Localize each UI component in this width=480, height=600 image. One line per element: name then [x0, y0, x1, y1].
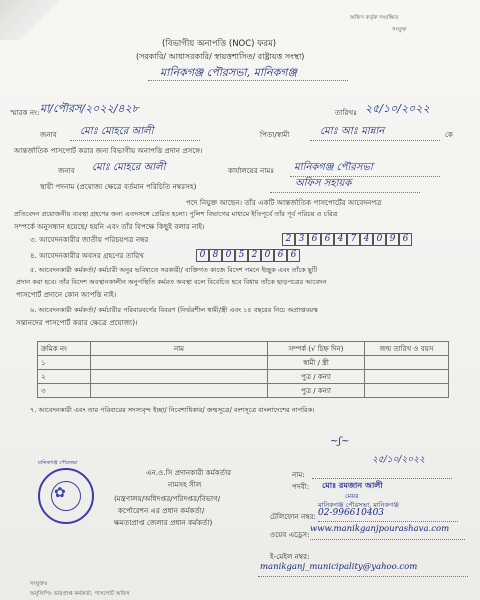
line3-pre: জনাব — [58, 166, 75, 175]
top-right-note: অফিস কর্তৃক সংরক্ষিত — [350, 15, 399, 21]
retire-date-label: ৪. আবেদনকারীর অবসর গ্রহণের তারিখ — [30, 251, 144, 260]
dotted-line — [318, 521, 458, 522]
retire-date-digit-box: 6 — [274, 249, 287, 262]
nid-digit-box: 2 — [282, 233, 295, 246]
family-table — [37, 341, 449, 398]
footer-1: সংযুক্তঃ — [30, 581, 48, 587]
dotted-line — [310, 140, 440, 141]
retire-date-digit-box: 5 — [235, 249, 248, 262]
sig-block-5: ক্ষমতাপ্রাপ্ত জেলার প্রধান কর্মকর্তা) — [114, 518, 213, 527]
date-label: তারিখঃ — [335, 108, 358, 117]
nid-digit-box: 4 — [360, 233, 373, 246]
dotted-line — [312, 478, 452, 479]
line5: পদে নিযুক্ত আছেন। তাঁর একটি আন্তর্জাতিক পাসপোর্টের আবেদনপত্র — [186, 198, 382, 207]
memo-label: স্মারক নং: — [10, 108, 40, 117]
dotted-line — [70, 140, 200, 141]
line3-name: মোঃ মোহরে আলী — [92, 162, 166, 173]
header-name: নাম — [91, 342, 268, 356]
q5-line-a: ৫. আবেদনকারী কর্মকর্তা/ কর্মচারী অনুর ভবিষ্যতে সরকারী/ ব্যক্তিগত কাজে বিদেশ গমনে ইচ্ছুক এবং তাঁকে ছুটি — [30, 266, 318, 274]
row-dob[interactable] — [365, 370, 449, 384]
line3-mid: কার্যালয়ের নামঃ — [228, 166, 275, 175]
nid-boxes — [282, 233, 412, 246]
retire-date-digit-box: 0 — [196, 249, 209, 262]
header-relation: সম্পর্ক (√ চিহ্ন দিন) — [268, 342, 365, 356]
table-row — [38, 356, 449, 370]
row-relation: পুত্র / কন্যা — [268, 384, 365, 398]
q7: ৭. আবেদনকারী এবং তার পরিবারের সদস্যবৃন্দ ইচ্ছা/ নিবেশাধিকার/ জন্মসূত্রে/ বংশসূত্রে বাংলাদেশের নাগরিক। — [30, 406, 315, 414]
q5-line-b: প্রদান করা হবে। তাঁর বিদেশ অবস্থানকালীন অনুপস্থিতি কর্মরত অবস্থা বলে বিবেচিত হবে বিধায় তাঁকে ছাড়পত্রের আবেদন — [16, 278, 327, 286]
email-value: manikganj_municipality@yahoo.com — [260, 562, 418, 572]
sig-block-2: নামসহ সীল — [168, 480, 202, 489]
officer-stamp-title: মেয়র — [345, 492, 359, 500]
designation: অফিস সহায়ক — [295, 178, 352, 189]
header-sl: ক্রমিক নং — [38, 342, 91, 356]
row-sl: ৩ — [38, 384, 91, 398]
sig-block-3: (মন্ত্রণালয়/অধিদপ্তর/পরিদপ্তর/বিভাগ/ — [114, 494, 221, 503]
row-sl: ২ — [38, 370, 91, 384]
seal-text: মানিকগঞ্জ পৌরসভা — [38, 460, 78, 466]
form-subtitle: (সরকারি/ আধাসরকারি/ স্বায়ত্তশাসিত/ রাষ্ট্রায়ত্ত সংস্থা) — [136, 52, 305, 61]
line6: প্রতিবেদন প্রয়োজনীয় ব্যবস্থা গ্রহণের জন্য এতদসঙ্গে প্রেরিত হলো। পুলিশ বিভাগের মাধ্যমে ইতিপূর্বে তাঁর পূর্ব পরিচয় ও চরিত্র — [14, 210, 338, 218]
email-label: ই-মেইল নম্বর: — [270, 552, 310, 561]
nid-digit-box: 7 — [347, 233, 360, 246]
officer-stamp-name: মোঃ রমজান আলী — [322, 480, 383, 490]
nid-digit-box: 3 — [295, 233, 308, 246]
web-value: www.manikganjpourashava.com — [310, 524, 450, 534]
applicant-name: মোঃ মোহরে আলী — [80, 126, 154, 137]
nid-digit-box: 6 — [321, 233, 334, 246]
retire-date-digit-box: 6 — [287, 249, 300, 262]
table-row — [38, 384, 449, 398]
nid-digit-box: 9 — [386, 233, 399, 246]
sig-block-4: কর্পোরেশন এর প্রধান কর্মকর্তা/ — [118, 506, 205, 515]
nid-digit-box: 0 — [373, 233, 386, 246]
line4-pre: স্থায়ী পদনাম (প্রযোজ্য ক্ষেত্রে বর্তমান পরিচিতি নম্বরসহ) — [40, 182, 197, 191]
designation-label: পদবী: — [292, 482, 310, 491]
retire-date-digit-box: 0 — [222, 249, 235, 262]
row-dob[interactable] — [365, 356, 449, 370]
row-dob[interactable] — [365, 384, 449, 398]
office-name: মানিকগঞ্জ পৌরসভা, মানিকগঞ্জ — [160, 66, 297, 79]
table-row — [38, 370, 449, 384]
retire-date-digit-box: 0 — [261, 249, 274, 262]
row-relation: স্বামী / স্ত্রী — [268, 356, 365, 370]
dotted-line — [310, 539, 465, 540]
line3-office: মানিকগঞ্জ পৌরসভা — [294, 162, 373, 173]
nid-label: ৩. আবেদনকারীর জাতীয় পরিচয়পত্র নম্বর — [30, 235, 149, 244]
dotted-line — [258, 576, 468, 577]
line1-post: কে — [445, 130, 453, 139]
phone-label: টেলিফোন নম্বর: — [270, 512, 316, 521]
phone-value: 02-996610403 — [318, 508, 385, 518]
row-name[interactable] — [91, 356, 268, 370]
line1-pre: জনাব — [40, 130, 57, 139]
sig-block-1: এন.ও.সি প্রদানকারী কর্মকর্তার — [146, 468, 232, 477]
line1-mid: পিতা/স্বামী — [260, 130, 290, 139]
nid-digit-box: 6 — [399, 233, 412, 246]
retire-date-digit-box: 8 — [209, 249, 222, 262]
q6-line-b: সন্তানদের পাসপোর্ট করার ক্ষেত্রে প্রযোজ্য)। — [16, 318, 138, 327]
top-right-note-2: সংযুক্ত — [392, 27, 407, 33]
office-name-line — [148, 80, 348, 81]
signature-mark: ~ʃ~ — [330, 436, 350, 447]
q6-line-a: ৬. আবেদনকারী কর্মকর্তা/ কর্মচারীর পরিবারবর্গের বিবরণ (নির্ভরশীল স্বামী/স্ত্রী এবং ১৫ বছরের নিচে অপ্রাপ্তবয়স্ক — [30, 306, 318, 314]
folded-corner — [0, 0, 60, 40]
seal-emblem-icon: ✿ — [54, 485, 66, 501]
web-label: ওয়েব এড্রেস: — [270, 530, 310, 539]
row-name[interactable] — [91, 370, 268, 384]
row-name[interactable] — [91, 384, 268, 398]
retire-date-boxes — [196, 249, 300, 262]
nid-digit-box: 6 — [308, 233, 321, 246]
row-relation: পুত্র / কন্যা — [268, 370, 365, 384]
date-value: ২৫/১০/২০২২ — [365, 102, 430, 115]
municipality-seal — [38, 460, 94, 524]
dotted-line — [270, 192, 420, 193]
name-label: নাম: — [292, 470, 305, 479]
signature-date: ২৫/১০/২০২২ — [372, 455, 425, 465]
footer-2: অনুলিপিঃ ভারপ্রাপ্ত কর্মকর্তা, পাসপোর্ট অফিস — [30, 591, 130, 597]
family-table-header — [38, 342, 449, 356]
row-sl: ১ — [38, 356, 91, 370]
father-name: মোঃ আঃ মান্নান — [320, 126, 385, 137]
nid-digit-box: 4 — [334, 233, 347, 246]
header-dob: জন্ম তারিখ ও বয়স — [365, 342, 449, 356]
retire-date-digit-box: 2 — [248, 249, 261, 262]
officer-stamp-office: মানিকগঞ্জ পৌরসভা, মানিকগঞ্জ — [318, 501, 399, 509]
line7: সম্পর্কে অনুসন্ধান হয়েছে/ হয়নি এবং তাঁর বিপক্ষে কিছুই বলার নাই। — [14, 222, 205, 231]
memo-number: মা/পৌরস/২০২২/৪২৮ — [40, 102, 139, 115]
line2: আন্তর্জাতিক পাসপোর্ট করার জন্য বিভাগীয় অনাপত্তি প্রদান প্রসঙ্গে। — [14, 146, 203, 155]
form-title: (বিভাগীয় অনাপত্তি (NOC) ফরম) — [162, 39, 277, 49]
q5-line-c: পাসপোর্ট প্রদানে কোন আপত্তি নাই। — [16, 290, 117, 299]
